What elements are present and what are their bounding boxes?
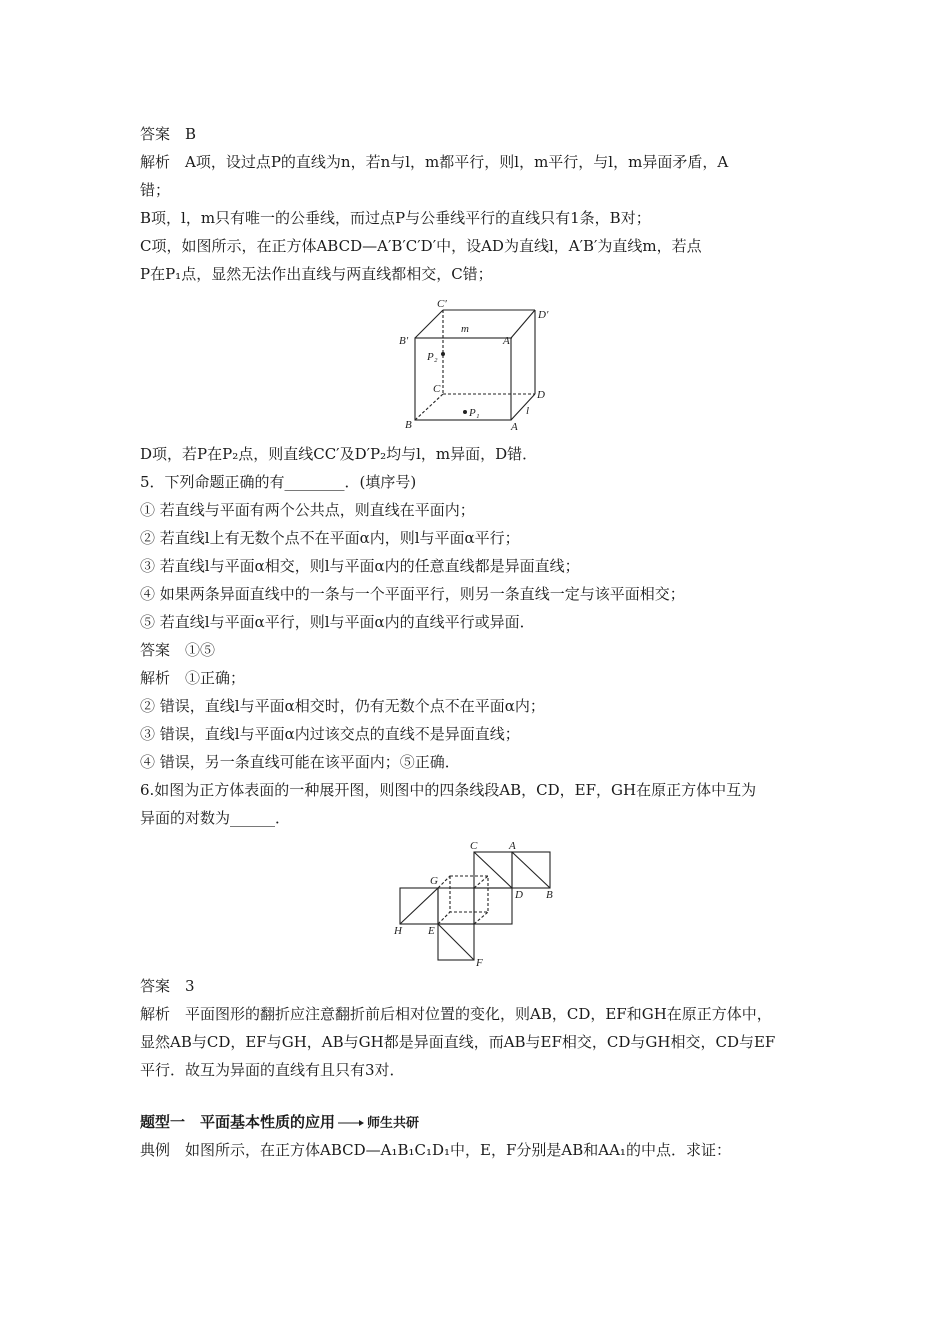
net-label-e: E <box>428 925 435 937</box>
segment-ef <box>438 924 474 960</box>
section-heading <box>140 1112 820 1134</box>
answer-5: 答案 ①⑤ <box>140 641 216 659</box>
analysis-4-line5: P在P₁点，显然无法作出直线与两直线都相交，C错； <box>140 265 493 283</box>
label-l: l <box>526 405 530 417</box>
analysis-4-line3: B项，l，m只有唯一的公垂线，而过点P与公垂线平行的直线只有1条，B对； <box>140 209 651 227</box>
label-p2: P₂ <box>427 351 438 363</box>
label-c-prime: C′ <box>437 298 447 310</box>
segment-gh <box>400 888 438 924</box>
net-label-c: C <box>470 840 478 852</box>
analysis-5-line3: ③ 错误，直线l与平面α内过该交点的直线不是异面直线； <box>140 725 520 743</box>
section-tag: 师生共研 <box>367 1116 420 1131</box>
point-p1 <box>463 410 467 414</box>
q5-option-2: ② 若直线l上有无数个点不在平面α内，则l与平面α平行； <box>140 529 520 547</box>
label-b: B <box>405 419 412 431</box>
analysis-4-line2: 错； <box>140 181 171 199</box>
point-p2 <box>441 352 445 356</box>
net-label-b: B <box>546 889 553 901</box>
label-d-prime: D′ <box>538 309 549 321</box>
section-title: 题型一 平面基本性质的应用 <box>140 1113 336 1131</box>
label-a: A <box>511 421 518 432</box>
label-c: C <box>433 383 441 395</box>
analysis-4-line6: D项，若P在P₂点，则直线CC′及D′P₂均与l，m异面，D错． <box>140 445 538 463</box>
analysis-6-line3: 平行．故互为异面的直线有且只有3对． <box>140 1061 405 1079</box>
analysis-5-line1: 解析 ①正确； <box>140 669 246 687</box>
question-6-line2: 异面的对数为______． <box>140 809 291 827</box>
label-d: D <box>537 389 545 401</box>
label-m: m <box>461 323 469 335</box>
net-label-a: A <box>509 840 516 852</box>
net-label-h: H <box>394 925 402 937</box>
analysis-6-line2: 显然AB与CD，EF与GH，AB与GH都是异面直线，而AB与EF相交，CD与GH相交，CD与EF <box>140 1033 776 1051</box>
analysis-6-line1: 解析 平面图形的翻折应注意翻折前后相对位置的变化，则AB，CD，EF和GH在原正方体中， <box>140 1005 772 1023</box>
label-a-prime: A′ <box>503 335 513 347</box>
q5-option-4: ④ 如果两条异面直线中的一条与一个平面平行，则另一条直线一定与该平面相交； <box>140 585 685 603</box>
q5-option-3: ③ 若直线l与平面α相交，则l与平面α内的任意直线都是异面直线； <box>140 557 580 575</box>
cube-net-figure <box>388 838 568 968</box>
net-label-g: G <box>430 875 438 887</box>
arrow-icon <box>337 1113 365 1133</box>
net-label-f: F <box>476 957 483 968</box>
answer-6: 答案 3 <box>140 977 195 995</box>
question-6-line1: 6.如图为正方体表面的一种展开图，则图中的四条线段AB，CD，EF，GH在原正方体中互为 <box>140 781 757 799</box>
label-b-prime: B′ <box>399 335 409 347</box>
net-label-d: D <box>515 889 523 901</box>
segment-ab <box>512 852 550 888</box>
analysis-5-line4: ④ 错误，另一条直线可能在该平面内；⑤正确． <box>140 753 460 771</box>
analysis-4-line4: C项，如图所示，在正方体ABCD—A′B′C′D′中，设AD为直线l，A′B′为直线m，若点 <box>140 237 702 255</box>
label-p1: P₁ <box>469 407 480 419</box>
question-5: 5．下列命题正确的有________．(填序号) <box>140 473 417 491</box>
analysis-5-line2: ② 错误，直线l与平面α相交时，仍有无数个点不在平面α内； <box>140 697 545 715</box>
q5-option-1: ① 若直线与平面有两个公共点，则直线在平面内； <box>140 501 475 519</box>
q5-option-5: ⑤ 若直线l与平面α平行，则l与平面α内的直线平行或异面． <box>140 613 535 631</box>
cube-figure <box>395 296 555 432</box>
answer-4: 答案 B <box>140 125 197 143</box>
example-intro: 典例 如图所示，在正方体ABCD—A₁B₁C₁D₁中，E，F分别是AB和AA₁的中点．求证： <box>140 1141 731 1159</box>
analysis-4-line1: 解析 A项，设过点P的直线为n，若n与l，m都平行，则l，m平行，与l，m异面矛盾，A <box>140 153 729 171</box>
